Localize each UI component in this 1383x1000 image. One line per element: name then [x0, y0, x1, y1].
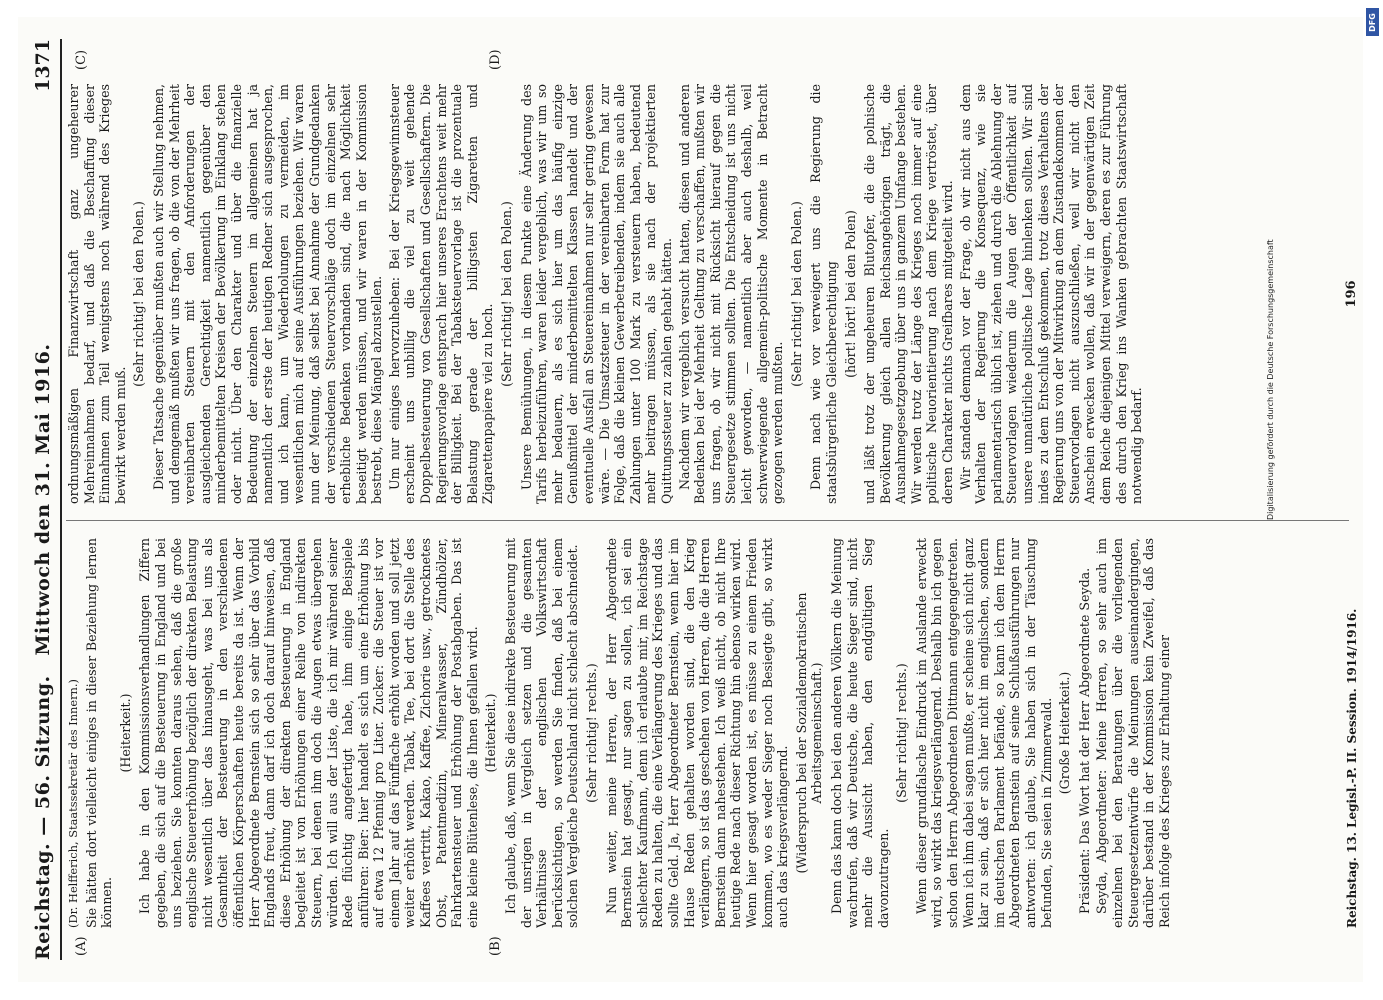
column-divider	[66, 520, 1349, 521]
reaction: (Sehr richtig! bei den Polen.)	[131, 201, 147, 387]
rotated-document-page	[18, 17, 1363, 982]
paragraph: Seyda, Abgeordneter: Meine Herren, so sehr auch im einzelnen bei den Beratungen über die vorliegenden Steuergesetzentwürfe die Meinungen auseinandergingen, darüber bestand in der Kommission kein Zweifel, daß das Reich infolge des Krieges zur Erhaltung einer	[1094, 538, 1172, 928]
paragraph: Denn nach wie vor verweigert uns die Regierung die staatsbürgerliche Gleichberechtigung	[808, 84, 839, 504]
margin-marker-d: (D)	[488, 49, 503, 70]
reaction: (Sehr richtig! bei den Polen.)	[788, 201, 804, 387]
paragraph: Nachdem wir vergeblich versucht hatten, diesen und anderen Bedenken bei der Mehrheit Geltung zu verschaffen, mußten wir uns fragen, ob wir nicht mit Rücksicht hierauf gegen die Steuergesetze stimmen sollten. Die Entscheidung ist uns nicht leicht geworden, — namentlich aber auch deshalb, weil schwerwiegende allgemein-politische Momente in Betracht gezogen werden mußten.	[676, 84, 786, 504]
page-header	[24, 39, 62, 960]
left-column	[66, 538, 1349, 928]
paragraph: ordnungsmäßigen Finanzwirtschaft ganz ungeheurer Mehreinnahmen bedarf, und daß die Beschaffung dieser Einnahmen zum Teil wenigstens noch während des Krieges bewirkt werden muß.	[66, 84, 128, 504]
page-number: 1371	[32, 39, 54, 92]
paragraph: Unsere Bemühungen, in diesem Punkte eine Änderung des Tarifs herbeizuführen, waren leider vergeblich, was wir um so mehr bedauern, als es sich hier um das häufig einzige Genußmittel der minderbemittelten Klassen handelt und der eventuelle Ausfall an Steuereinnahmen nur sehr gering gewesen wäre. — Die Umsatzsteuer in der vereinbarten Form hat zur Folge, daß die kleinen Gewerbetreibenden, indem sie auch alle Zahlungen unter 100 Mark zu versteuern haben, bedeutend mehr beitragen müssen, als sie nach der projektierten Quittungssteuer zu zahlen gehabt hätten.	[518, 84, 674, 504]
footer-sheet-number: 196	[1344, 280, 1359, 308]
paragraph: Sie hätten dort vielleicht einiges in dieser Beziehung lernen können.	[83, 538, 115, 928]
margin-marker-c: (C)	[74, 49, 89, 70]
reaction: (hört! hört! bei den Polen)	[842, 210, 858, 378]
reaction: (Sehr richtig! rechts.)	[894, 663, 910, 803]
reaction: (Große Heiterkeit.)	[1057, 671, 1073, 795]
paragraph: Dieser Tatsache gegenüber mußten auch wir Stellung nehmen, und demgemäß mußten wir uns fragen, ob die von der Mehrheit vereinbarten Steuern mit den Anforderungen der ausgleichenden Gerechtigkeit namentlich gegenüber den minderbemittelten Kreisen der Bevölkerung im Einklang stehen oder nicht. Über den Charakter und über die finanzielle Bedeutung der einzelnen Steuern im allgemeinen hat ja namentlich der erste der heutigen Redner sich ausgesprochen, und ich kann, um Wiederholungen zu vermeiden, im wesentlichen mich auf seine Ausführungen beziehen. Wir waren nun der Meinung, daß selbst bei Annahme der Grundgedanken der verschiedenen Steuervorschläge doch im einzelnen sehr erhebliche Bedenken vorhanden sind, die nach Möglichkeit beseitigt werden müssen, und wir waren in der Kommission bestrebt, diese Mängel abzustellen.	[150, 84, 385, 504]
digitization-credit: Digitalisierung gefördert durch die Deutsche Forschungsgemeinschaft	[1266, 239, 1275, 520]
paragraph: Wir standen demnach vor der Frage, ob wir nicht aus dem Verhalten der Regierung die Konsequenz, wie sie parlamentarisch üblich ist, ziehen und durch die Ablehnung der Steuervorlagen wiederum die Augen der Öffentlichkeit auf unsere unnatürliche politische Lage hinlenken sollten. Wir sind indes zu dem Entschluß gekommen, trotz dieses Verhaltens der Regierung uns von der Mitwirkung an dem Zustandekommen der Steuervorlagen nicht auszuschließen, weil wir nicht den Anschein erwecken wollen, daß wir in der gegenwärtigen Zeit dem Reiche diejenigen Mittel verweigern, deren es zur Führung des durch den Krieg ins Wanken gebrachten Staatswirtschaft notwendig bedarf.	[957, 84, 1145, 504]
paragraph: Ich habe in den Kommissionsverhandlungen Ziffern gegeben, die sich auf die Besteuerung in England und bei uns beziehen. Sie konnten daraus sehen, daß die große englische Steuererhöhung bezüglich der direkten Belastung nicht wesentlich über das hinausgeht, was bei uns als Gesamtheit der Besteuerung in den verschiedenen öffentlichen Körperschaften heute bereits da ist. Wenn der Herr Abgeordnete Bernstein sich so sehr über das Vorbild Englands freut, dann darf ich doch darauf hinweisen, daß diese Erhöhung der direkten Besteuerung in England begleitet ist von Erhöhungen einer Reihe von indirekten Steuern, bei denen ihm doch die Augen etwas übergehen würden. Ich will aus der Liste, die ich mir während seiner Rede flüchtig angefertigt habe, ihm einige Beispiele anführen: Bier: hier handelt es sich um eine Erhöhung bis auf etwa 12 Pfennig pro Liter. Zucker: die Steuer ist vor einem Jahr auf das Fünffache erhöht worden und soll jetzt weiter erhöht werden. Tabak, Tee, bei dort die Stelle des Kaffees vertritt, Kakao, Kaffee, Zichorie usw., getrocknetes Obst, Patentmedizin, Mineralwasser, Zündhölzer, Fahrkartensteuer und Erhöhung der Postabgaben. Das ist eine kleine Blütenlese, die Ihnen gefallen wird.	[137, 538, 480, 928]
paragraph: Um nur einiges hervorzuheben: Bei der Kriegsgewinnsteuer erscheint uns unbillig die viel zu weit gehende Doppelbesteuerung von Gesellschaften und Gesellschaftern. Die Regierungsvorlage entsprach hier unseres Erachtens weit mehr der Billigkeit. Bei der Tabaksteuervorlage ist die prozentuale Belastung gerade der billigsten Zigaretten und Zigarettenpapiere viel zu hoch.	[386, 84, 496, 504]
right-column	[66, 84, 1349, 504]
margin-marker-b: (B)	[488, 936, 503, 956]
reaction: (Heiterkeit.)	[117, 693, 133, 773]
header-date: Mittwoch den 31. Mai 1916.	[32, 343, 54, 656]
paragraph: Wenn dieser grundfalsche Eindruck im Auslande erweckt wird, so wirkt das kriegsverlängernd. Deshalb bin ich gegen schon den Herrn Abgeordneten Dittmann entgegengetreten. Wenn ich ihm dabei sagen mußte, er scheine sich nicht ganz klar zu sein, daß er sich hier nicht im englischen, sondern im deutschen Parlament befände, so kann ich dem Herrn Abgeordneten Bernstein auf seine Schlußausführungen nur antworten: ich glaube, Sie haben sich in der Täuschung befunden, Sie seien in Zimmerwald.	[913, 538, 1054, 928]
paragraph: Ich glaube, daß, wenn Sie diese indirekte Besteuerung mit der unsrigen in Vergleich setzen und die gesamten Verhältnisse der englischen Volkswirtschaft berücksichtigen, so werden Sie finden, daß bei einem solchen Vergleiche Deutschland nicht schlecht abschneidet.	[503, 538, 581, 928]
footer-session: Reichstag. 13. Legisl.-P. II. Session. 1914/1916.	[1345, 608, 1359, 928]
dfg-logo-text: DFG	[1368, 12, 1378, 32]
reaction: (Sehr richtig! rechts.)	[584, 663, 599, 803]
paragraph: Nun weiter, meine Herren, der Herr Abgeordnete Bernstein hat gesagt, nur sagen zu sollen, ich sei ein schlechter Kaufmann, denn ich erlaubte mir, im Reichstage Reden zu halten, die eine Verlängerung des Krieges und das sollte Geld. Ja, Herr Abgeordneter Bernstein, wenn hier im Hause Reden gehalten worden sind, die den Krieg verlängern, so ist das geschehen von Herren, die die Herren Bernstein dann nahestehen. Ich weiß nicht, ob nicht Ihre heutige Rede nach dieser Richtung hin ebenso wirken wird. Wenn hier gesagt worden ist, es müsse zu einem Frieden kommen, wo es weder Sieger noch Besiegte gibt, so wirkt auch das kriegsverlängernd.	[603, 538, 791, 928]
reaction: (Sehr richtig! bei den Polen.)	[499, 201, 515, 387]
dfg-logo	[1366, 8, 1379, 36]
margin-marker-a: (A)	[74, 936, 89, 956]
header-left: Reichstag. — 56. Sitzung.	[32, 675, 54, 960]
president-line: Präsident: Das Wort hat der Herr Abgeordnete Seyda.	[1076, 567, 1092, 914]
paragraph: Denn das kann doch bei den anderen Völkern die Meinung wachrufen, daß wir Deutsche, die heute Sieger sind, nicht mehr die Aussicht haben, den endgültigen Sieg davonzutragen.	[828, 538, 891, 928]
reaction: (Widerspruch bei der Sozialdemokratischen Arbeitsgemeinschaft.)	[793, 592, 825, 874]
reaction: (Heiterkeit.)	[483, 693, 499, 773]
speaker-line: (Dr. Helfferich, Staatssekretär des Innern.)	[66, 679, 80, 928]
paragraph: und läßt trotz der ungeheuren Blutopfer, die die polnische Bevölkerung gleich allen Reichsangehörigen trägt, die Ausnahmegesetzgebung über uns in ganzem Umfange bestehen. Wir werden trotz der Länge des Krieges noch immer auf eine politische Neuorientierung nach dem Kriege vertröstet, über deren Charakter nichts Greifbares mitgeteilt wird.	[862, 84, 956, 504]
